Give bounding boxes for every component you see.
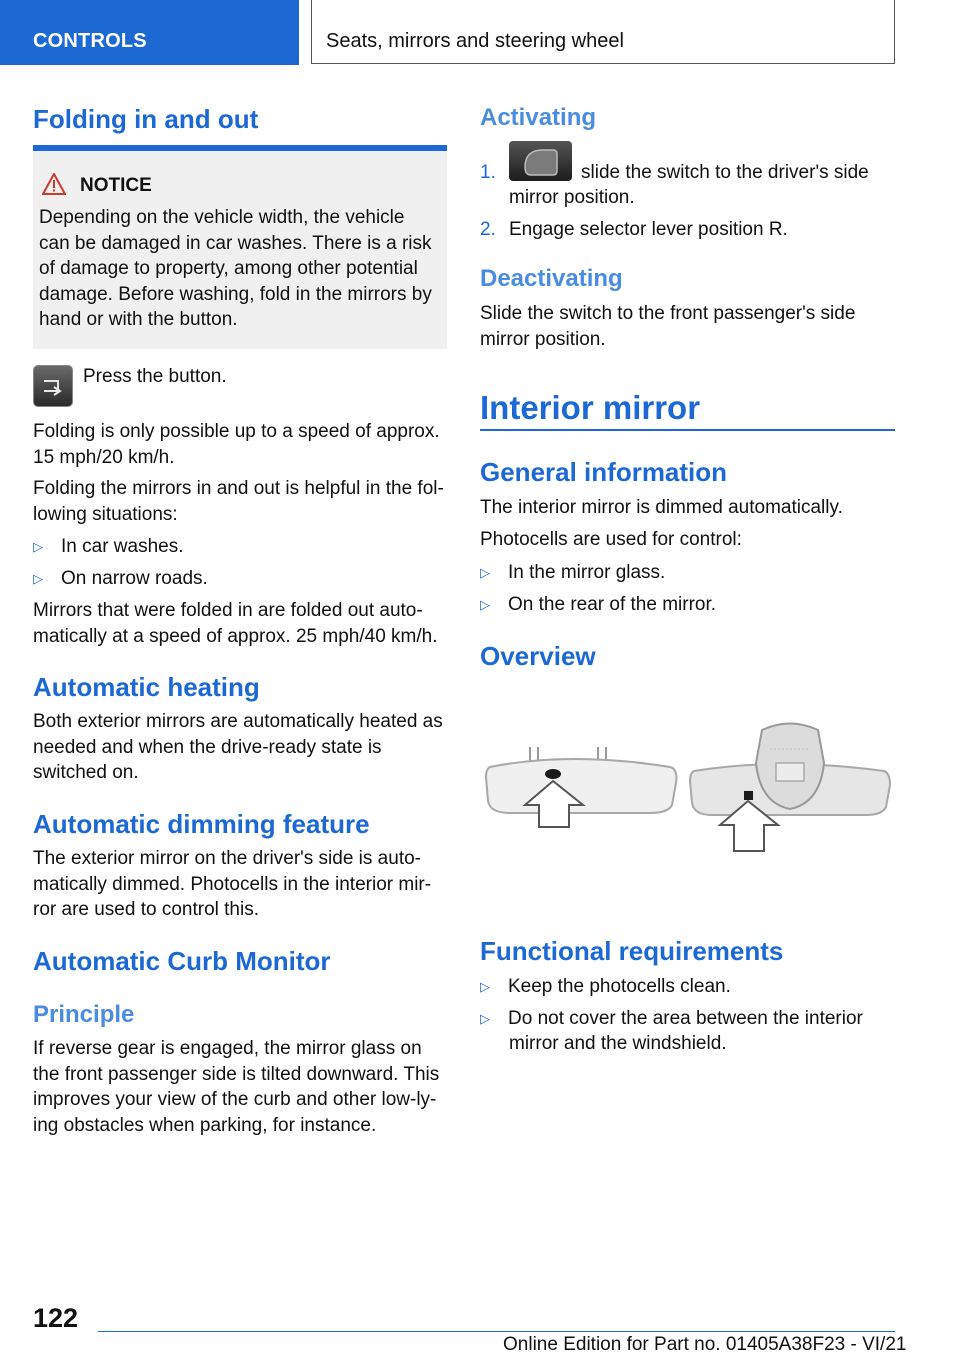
mirror-fold-button-icon bbox=[33, 365, 73, 407]
notice-text bbox=[39, 205, 439, 333]
section-tab bbox=[0, 0, 299, 65]
text-line: needed and when the drive-ready state is bbox=[33, 736, 382, 758]
press-button-text: Press the button. bbox=[83, 366, 227, 387]
notice-bar bbox=[33, 145, 447, 151]
bullet-triangle-icon: ▷ bbox=[480, 979, 490, 994]
speed-text bbox=[33, 419, 440, 470]
list-item-text: mirror and the windshield. bbox=[509, 1033, 727, 1054]
notice-line: of damage to property, among other potential bbox=[39, 258, 418, 279]
text-line: The exterior mirror on the driver's side is auto- bbox=[33, 848, 421, 869]
footer-rule bbox=[98, 1331, 895, 1332]
bullet-triangle-icon: ▷ bbox=[480, 597, 490, 612]
list-item-text: Keep the photocells clean. bbox=[508, 976, 731, 997]
step-text: slide the switch to the driver's side bbox=[581, 162, 869, 183]
text-line: improves your view of the curb and other low-ly- bbox=[33, 1089, 437, 1110]
list-item-text: On narrow roads. bbox=[61, 568, 208, 589]
photocells-text: Photocells are used for control: bbox=[480, 529, 742, 550]
curb-monitor-heading: Automatic Curb Monitor bbox=[33, 946, 331, 976]
text-line: ror are used to control this. bbox=[33, 899, 259, 920]
helpful-text bbox=[33, 476, 444, 527]
list-item-text: In car washes. bbox=[61, 536, 184, 557]
general-text: The interior mirror is dimmed automatically. bbox=[480, 497, 843, 518]
list-item-text: In the mirror glass. bbox=[508, 562, 666, 583]
page-number: 122 bbox=[33, 1303, 79, 1333]
section-label: CONTROLS bbox=[33, 30, 147, 52]
text-line: Mirrors that were folded in are folded out auto- bbox=[33, 600, 423, 621]
mirror-switch-icon bbox=[509, 141, 572, 181]
bullet-triangle-icon: ▷ bbox=[480, 565, 490, 580]
notice-line: Depending on the vehicle width, the vehicle bbox=[39, 207, 405, 228]
overview-heading: Overview bbox=[480, 641, 596, 671]
text-line: the front passenger side is tilted downward. This bbox=[33, 1063, 440, 1085]
heating-heading: Automatic heating bbox=[33, 672, 260, 702]
step-number: 2. bbox=[480, 219, 496, 240]
text-line: lowing situations: bbox=[33, 503, 178, 525]
list-item-text: On the rear of the mirror. bbox=[508, 594, 717, 615]
principle-heading: Principle bbox=[33, 1001, 135, 1028]
deactivating-text bbox=[480, 301, 855, 352]
deactivating-heading: Deactivating bbox=[480, 265, 623, 292]
list-item-text: Do not cover the area between the interior bbox=[508, 1008, 863, 1029]
general-info-heading: General information bbox=[480, 457, 728, 487]
text-line: ing obstacles when parking, for instance. bbox=[33, 1114, 377, 1136]
notice-line: can be damaged in car washes. There is a risk bbox=[39, 232, 432, 254]
step-text: mirror position. bbox=[509, 187, 635, 208]
step-text: Engage selector lever position R. bbox=[509, 219, 788, 240]
bullet-triangle-icon: ▷ bbox=[33, 539, 43, 554]
notice-line: hand or with the button. bbox=[39, 309, 238, 330]
interior-mirror-heading: Interior mirror bbox=[480, 389, 701, 426]
interior-mirror-illustration bbox=[480, 705, 895, 865]
step-number: 1. bbox=[480, 162, 496, 183]
notice-title: NOTICE bbox=[80, 175, 152, 196]
activating-heading: Activating bbox=[480, 104, 597, 131]
chapter-tab bbox=[311, 0, 895, 64]
section-rule bbox=[480, 429, 895, 431]
principle-text bbox=[33, 1036, 439, 1138]
text-line: matically at a speed of approx. 25 mph/40 km/h. bbox=[33, 625, 438, 647]
text-line: Folding the mirrors in and out is helpful in the fol- bbox=[33, 478, 444, 499]
text-line: Folding is only possible up to a speed of approx. bbox=[33, 421, 440, 442]
edition-text: Online Edition for Part no. 01405A38F23 - VI/21 bbox=[503, 1334, 907, 1355]
text-line: mirror position. bbox=[480, 328, 606, 350]
bullet-triangle-icon: ▷ bbox=[480, 1011, 490, 1026]
bullet-triangle-icon: ▷ bbox=[33, 571, 43, 586]
dimming-text bbox=[33, 846, 431, 923]
text-line: Slide the switch to the front passenger's side bbox=[480, 303, 856, 324]
notice-line: damage. Before washing, fold in the mirrors by bbox=[39, 283, 432, 305]
warning-icon bbox=[42, 173, 66, 195]
text-line: 15 mph/20 km/h. bbox=[33, 446, 175, 468]
chapter-label: Seats, mirrors and steering wheel bbox=[326, 30, 624, 52]
heating-text bbox=[33, 709, 443, 786]
text-line: If reverse gear is engaged, the mirror glass on bbox=[33, 1038, 422, 1059]
foldout-text bbox=[33, 598, 438, 649]
folding-heading: Folding in and out bbox=[33, 104, 259, 134]
text-line: matically dimmed. Photocells in the interior mir- bbox=[33, 873, 432, 895]
text-line: Both exterior mirrors are automatically heated as bbox=[33, 711, 443, 732]
text-line: switched on. bbox=[33, 762, 139, 783]
functional-heading: Functional requirements bbox=[480, 936, 784, 966]
dimming-heading: Automatic dimming feature bbox=[33, 809, 370, 839]
